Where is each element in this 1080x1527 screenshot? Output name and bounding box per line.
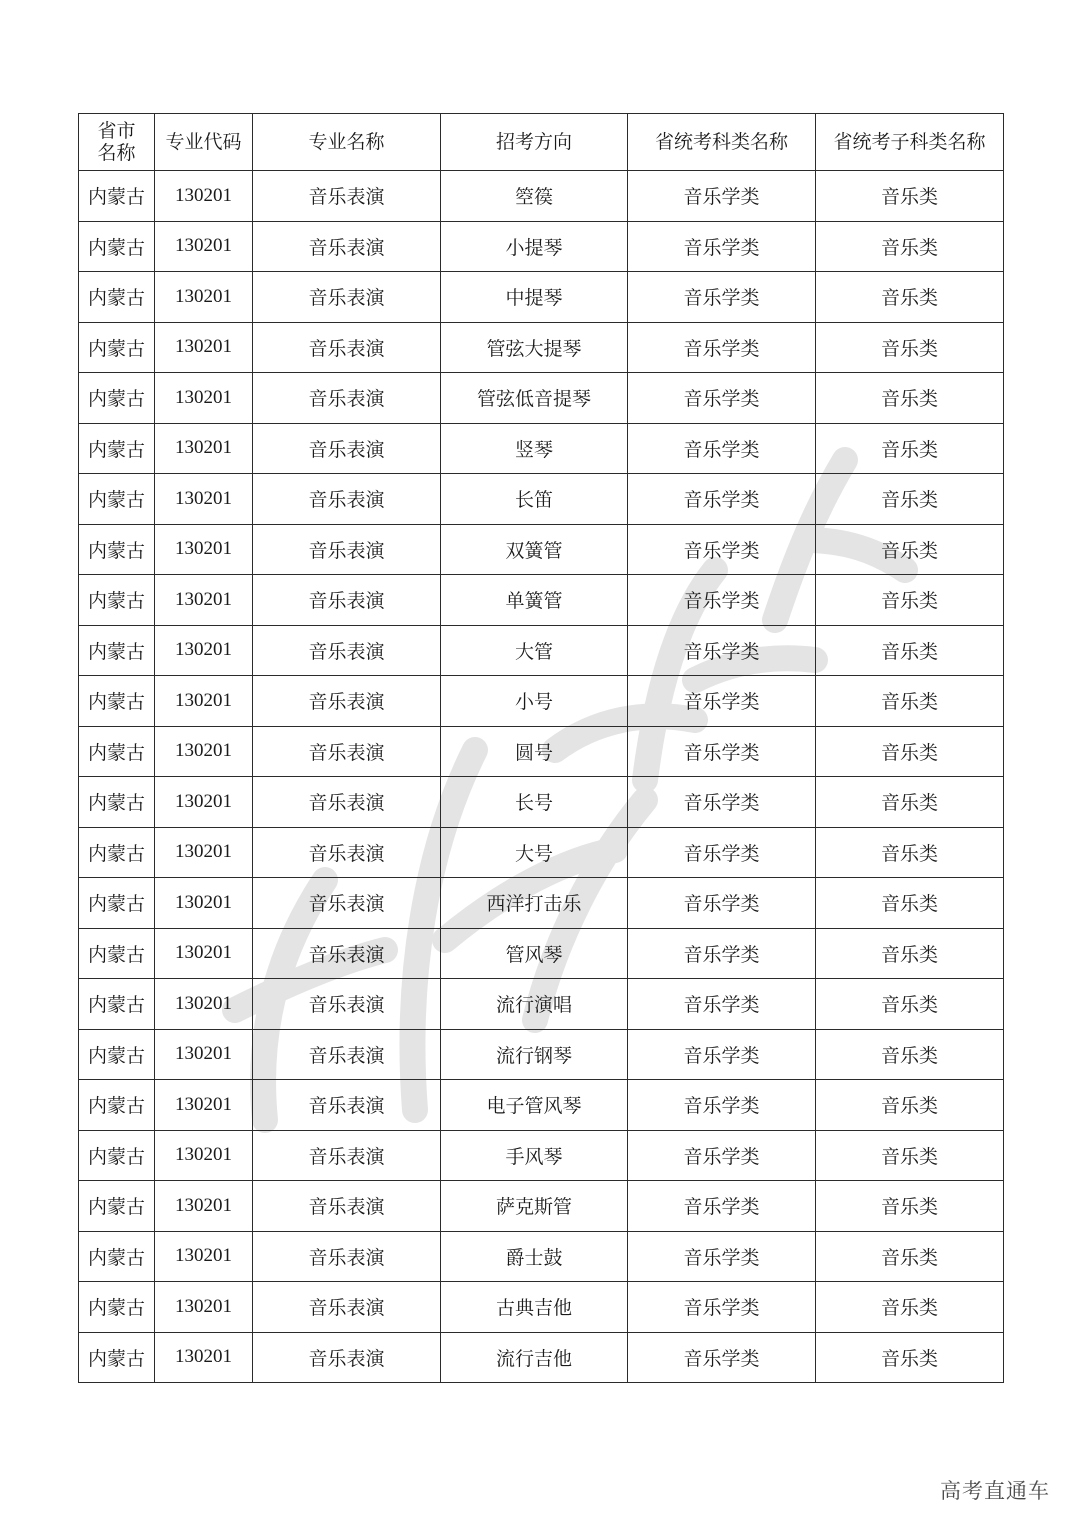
- cell-major: 音乐表演: [253, 1029, 441, 1080]
- cell-category: 音乐学类: [628, 726, 816, 777]
- cell-province: 内蒙古: [79, 676, 155, 727]
- cell-direction: 管弦大提琴: [441, 322, 628, 373]
- header-row: [79, 114, 1004, 171]
- cell-major: 音乐表演: [253, 928, 441, 979]
- cell-code: 130201: [155, 524, 253, 575]
- table-row: [79, 979, 1004, 1030]
- table-body: [79, 171, 1004, 1383]
- table-row: [79, 171, 1004, 222]
- cell-province: 内蒙古: [79, 979, 155, 1030]
- cell-province: 内蒙古: [79, 928, 155, 979]
- cell-code: 130201: [155, 171, 253, 222]
- cell-category: 音乐学类: [628, 171, 816, 222]
- table-row: [79, 423, 1004, 474]
- table-row: [79, 272, 1004, 323]
- header-code: 专业代码: [155, 114, 253, 171]
- header-direction: 招考方向: [441, 114, 628, 171]
- cell-province: 内蒙古: [79, 1080, 155, 1131]
- cell-category: 音乐学类: [628, 322, 816, 373]
- cell-category: 音乐学类: [628, 878, 816, 929]
- cell-code: 130201: [155, 1282, 253, 1333]
- table-header: [79, 114, 1004, 171]
- cell-subcategory: 音乐类: [816, 272, 1004, 323]
- cell-major: 音乐表演: [253, 1181, 441, 1232]
- table-row: [79, 1231, 1004, 1282]
- cell-category: 音乐学类: [628, 1231, 816, 1282]
- table-row: [79, 726, 1004, 777]
- table-row: [79, 1332, 1004, 1383]
- footer-brand: 高考直通车: [940, 1479, 1050, 1503]
- table-row: [79, 1130, 1004, 1181]
- cell-direction: 箜篌: [441, 171, 628, 222]
- cell-code: 130201: [155, 1029, 253, 1080]
- cell-subcategory: 音乐类: [816, 221, 1004, 272]
- cell-direction: 爵士鼓: [441, 1231, 628, 1282]
- cell-direction: 竖琴: [441, 423, 628, 474]
- header-province-line1: 省市: [97, 120, 136, 142]
- cell-province: 内蒙古: [79, 322, 155, 373]
- cell-major: 音乐表演: [253, 322, 441, 373]
- table-row: [79, 928, 1004, 979]
- cell-major: 音乐表演: [253, 423, 441, 474]
- cell-subcategory: 音乐类: [816, 1029, 1004, 1080]
- table-row: [79, 322, 1004, 373]
- cell-major: 音乐表演: [253, 827, 441, 878]
- cell-subcategory: 音乐类: [816, 1181, 1004, 1232]
- cell-code: 130201: [155, 575, 253, 626]
- cell-category: 音乐学类: [628, 676, 816, 727]
- cell-subcategory: 音乐类: [816, 1080, 1004, 1131]
- cell-province: 内蒙古: [79, 221, 155, 272]
- cell-code: 130201: [155, 322, 253, 373]
- cell-category: 音乐学类: [628, 575, 816, 626]
- table-row: [79, 878, 1004, 929]
- cell-category: 音乐学类: [628, 474, 816, 525]
- cell-major: 音乐表演: [253, 979, 441, 1030]
- cell-major: 音乐表演: [253, 221, 441, 272]
- cell-province: 内蒙古: [79, 1181, 155, 1232]
- cell-direction: 流行吉他: [441, 1332, 628, 1383]
- cell-code: 130201: [155, 979, 253, 1030]
- cell-direction: 电子管风琴: [441, 1080, 628, 1131]
- cell-category: 音乐学类: [628, 979, 816, 1030]
- cell-subcategory: 音乐类: [816, 575, 1004, 626]
- cell-code: 130201: [155, 827, 253, 878]
- cell-subcategory: 音乐类: [816, 676, 1004, 727]
- cell-province: 内蒙古: [79, 1231, 155, 1282]
- cell-direction: 双簧管: [441, 524, 628, 575]
- cell-code: 130201: [155, 928, 253, 979]
- table-row: [79, 373, 1004, 424]
- table-row: [79, 221, 1004, 272]
- cell-province: 内蒙古: [79, 726, 155, 777]
- cell-province: 内蒙古: [79, 1282, 155, 1333]
- cell-direction: 流行钢琴: [441, 1029, 628, 1080]
- table-row: [79, 1181, 1004, 1232]
- cell-category: 音乐学类: [628, 1332, 816, 1383]
- cell-code: 130201: [155, 272, 253, 323]
- cell-direction: 大号: [441, 827, 628, 878]
- cell-province: 内蒙古: [79, 474, 155, 525]
- cell-province: 内蒙古: [79, 625, 155, 676]
- cell-code: 130201: [155, 474, 253, 525]
- cell-direction: 管弦低音提琴: [441, 373, 628, 424]
- cell-category: 音乐学类: [628, 1181, 816, 1232]
- cell-category: 音乐学类: [628, 1130, 816, 1181]
- cell-province: 内蒙古: [79, 272, 155, 323]
- cell-direction: 古典吉他: [441, 1282, 628, 1333]
- table-row: [79, 827, 1004, 878]
- cell-subcategory: 音乐类: [816, 322, 1004, 373]
- cell-direction: 大管: [441, 625, 628, 676]
- cell-major: 音乐表演: [253, 1080, 441, 1131]
- cell-subcategory: 音乐类: [816, 625, 1004, 676]
- cell-category: 音乐学类: [628, 1080, 816, 1131]
- cell-code: 130201: [155, 221, 253, 272]
- cell-major: 音乐表演: [253, 1231, 441, 1282]
- cell-direction: 流行演唱: [441, 979, 628, 1030]
- cell-province: 内蒙古: [79, 171, 155, 222]
- cell-province: 内蒙古: [79, 777, 155, 828]
- cell-province: 内蒙古: [79, 423, 155, 474]
- cell-code: 130201: [155, 878, 253, 929]
- cell-code: 130201: [155, 625, 253, 676]
- table-row: [79, 1029, 1004, 1080]
- cell-code: 130201: [155, 1231, 253, 1282]
- header-subcategory: 省统考子科类名称: [816, 114, 1004, 171]
- cell-direction: 小提琴: [441, 221, 628, 272]
- cell-direction: 单簧管: [441, 575, 628, 626]
- cell-category: 音乐学类: [628, 272, 816, 323]
- cell-province: 内蒙古: [79, 827, 155, 878]
- header-province: [79, 114, 155, 171]
- cell-major: 音乐表演: [253, 625, 441, 676]
- cell-code: 130201: [155, 1080, 253, 1131]
- cell-direction: 中提琴: [441, 272, 628, 323]
- cell-code: 130201: [155, 1130, 253, 1181]
- cell-subcategory: 音乐类: [816, 827, 1004, 878]
- cell-subcategory: 音乐类: [816, 928, 1004, 979]
- table-row: [79, 676, 1004, 727]
- cell-province: 内蒙古: [79, 575, 155, 626]
- cell-major: 音乐表演: [253, 373, 441, 424]
- header-major: 专业名称: [253, 114, 441, 171]
- cell-subcategory: 音乐类: [816, 878, 1004, 929]
- cell-direction: 小号: [441, 676, 628, 727]
- cell-major: 音乐表演: [253, 171, 441, 222]
- cell-category: 音乐学类: [628, 777, 816, 828]
- table-row: [79, 474, 1004, 525]
- cell-subcategory: 音乐类: [816, 373, 1004, 424]
- cell-subcategory: 音乐类: [816, 726, 1004, 777]
- cell-province: 内蒙古: [79, 878, 155, 929]
- table-row: [79, 625, 1004, 676]
- cell-major: 音乐表演: [253, 474, 441, 525]
- cell-major: 音乐表演: [253, 272, 441, 323]
- cell-code: 130201: [155, 373, 253, 424]
- cell-subcategory: 音乐类: [816, 171, 1004, 222]
- cell-major: 音乐表演: [253, 1282, 441, 1333]
- cell-direction: 手风琴: [441, 1130, 628, 1181]
- table-row: [79, 777, 1004, 828]
- cell-province: 内蒙古: [79, 373, 155, 424]
- cell-category: 音乐学类: [628, 221, 816, 272]
- cell-direction: 萨克斯管: [441, 1181, 628, 1232]
- cell-subcategory: 音乐类: [816, 1130, 1004, 1181]
- cell-major: 音乐表演: [253, 1130, 441, 1181]
- cell-subcategory: 音乐类: [816, 474, 1004, 525]
- cell-code: 130201: [155, 777, 253, 828]
- cell-major: 音乐表演: [253, 524, 441, 575]
- cell-category: 音乐学类: [628, 928, 816, 979]
- cell-category: 音乐学类: [628, 1029, 816, 1080]
- table-row: [79, 575, 1004, 626]
- cell-subcategory: 音乐类: [816, 524, 1004, 575]
- cell-major: 音乐表演: [253, 676, 441, 727]
- cell-subcategory: 音乐类: [816, 1231, 1004, 1282]
- cell-category: 音乐学类: [628, 524, 816, 575]
- header-category: 省统考科类名称: [628, 114, 816, 171]
- cell-category: 音乐学类: [628, 1282, 816, 1333]
- cell-subcategory: 音乐类: [816, 979, 1004, 1030]
- cell-subcategory: 音乐类: [816, 1282, 1004, 1333]
- cell-province: 内蒙古: [79, 524, 155, 575]
- cell-subcategory: 音乐类: [816, 777, 1004, 828]
- cell-subcategory: 音乐类: [816, 423, 1004, 474]
- cell-code: 130201: [155, 1332, 253, 1383]
- cell-direction: 管风琴: [441, 928, 628, 979]
- header-province-line2: 名称: [97, 142, 136, 164]
- cell-code: 130201: [155, 423, 253, 474]
- cell-category: 音乐学类: [628, 827, 816, 878]
- cell-direction: 圆号: [441, 726, 628, 777]
- table-row: [79, 1282, 1004, 1333]
- admissions-table: [78, 113, 1004, 1383]
- cell-province: 内蒙古: [79, 1332, 155, 1383]
- cell-category: 音乐学类: [628, 423, 816, 474]
- cell-category: 音乐学类: [628, 625, 816, 676]
- cell-major: 音乐表演: [253, 878, 441, 929]
- cell-code: 130201: [155, 726, 253, 777]
- cell-province: 内蒙古: [79, 1029, 155, 1080]
- cell-direction: 长号: [441, 777, 628, 828]
- cell-major: 音乐表演: [253, 726, 441, 777]
- cell-code: 130201: [155, 1181, 253, 1232]
- cell-category: 音乐学类: [628, 373, 816, 424]
- cell-direction: 西洋打击乐: [441, 878, 628, 929]
- cell-province: 内蒙古: [79, 1130, 155, 1181]
- cell-major: 音乐表演: [253, 575, 441, 626]
- cell-major: 音乐表演: [253, 777, 441, 828]
- cell-subcategory: 音乐类: [816, 1332, 1004, 1383]
- cell-direction: 长笛: [441, 474, 628, 525]
- table-row: [79, 1080, 1004, 1131]
- cell-code: 130201: [155, 676, 253, 727]
- cell-major: 音乐表演: [253, 1332, 441, 1383]
- table-row: [79, 524, 1004, 575]
